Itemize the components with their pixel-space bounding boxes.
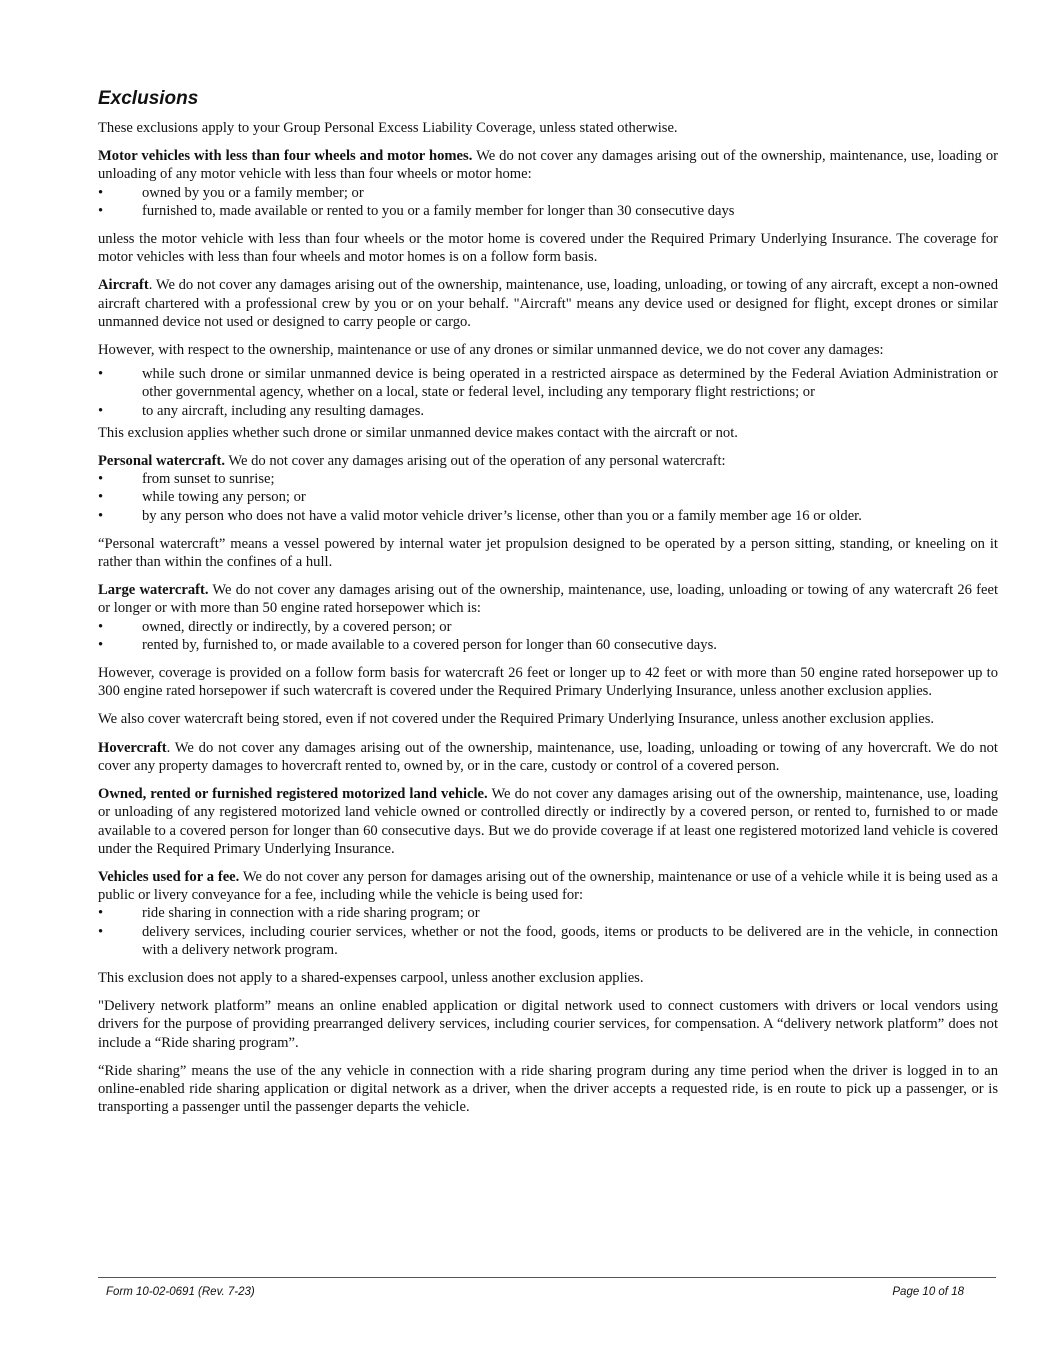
hovercraft-text: . We do not cover any damages arising out of the ownership, maintenance, use, loading, unloading or towing of any hovercraft. We do not cover any property damages to hovercraft rented to, owned by, or in the care, custody or control of a covered person.	[98, 739, 998, 774]
motor-vehicles-heading: Motor vehicles with less than four wheels and motor homes.	[98, 148, 473, 165]
bullet-icon: •	[98, 471, 104, 488]
list-item: • from sunset to sunrise;	[98, 471, 275, 488]
vehicles-fee-after: This exclusion does not apply to a shared-expenses carpool, unless another exclusion applies.	[98, 969, 644, 986]
list-item: • rented by, furnished to, or made available to a covered person for longer than 60 consecutive days.	[98, 636, 717, 653]
bullet-icon: •	[98, 507, 104, 524]
vehicles-fee-text: We do not cover any person for damages arising out of the ownership, maintenance or use of a vehicle while it is being used as a public or livery conveyance for a fee, including while the vehicle is being used for:	[98, 868, 998, 904]
large-watercraft-list	[98, 618, 998, 654]
aircraft-list	[98, 365, 998, 420]
bullet-icon: •	[98, 202, 104, 219]
personal-watercraft-definition: “Personal watercraft” means a vessel powered by internal water jet propulsion designed to be operated by a person sitting, standing, or kneeling on it rather than within the confines of a hull.	[98, 535, 998, 571]
bullet-icon: •	[98, 402, 104, 419]
motor-vehicles-list	[98, 184, 998, 220]
motor-vehicles-text: We do not cover any damages arising out of the ownership, maintenance, use, loading or unloading of any motor vehicle with less than four wheels or motor home:	[98, 148, 998, 183]
bullet-icon: •	[98, 489, 104, 506]
bullet-icon: •	[98, 618, 104, 635]
list-item: • delivery services, including courier services, whether or not the food, goods, items or products to be delivered are in the vehicle, in connection with a delivery network program.	[98, 923, 998, 958]
large-watercraft-after-1: However, coverage is provided on a follow form basis for watercraft 26 feet or longer up to 42 feet or with more than 50 engine rated horsepower up to 300 engine rated horsepower if such watercraft is covered under the Required Primary Underlying Insurance, unless another exclusion applies.	[98, 665, 998, 700]
list-item: • ride sharing in connection with a ride sharing program; or	[98, 905, 480, 922]
vehicles-fee-paragraph	[98, 868, 998, 904]
bullet-icon: •	[98, 366, 104, 383]
form-id: Form 10-02-0691 (Rev. 7-23)	[106, 1286, 255, 1298]
hovercraft-heading: Hovercraft	[98, 739, 167, 756]
section-title: Exclusions	[98, 88, 199, 109]
personal-watercraft-list	[98, 470, 998, 525]
large-watercraft-paragraph	[98, 581, 998, 617]
motor-vehicles-after: unless the motor vehicle with less than four wheels or the motor home is covered under the Required Primary Underlying Insurance. The coverage for motor vehicles with less than four wheels and motor homes is on a follow form basis.	[98, 231, 998, 266]
large-watercraft-after-2: We also cover watercraft being stored, even if not covered under the Required Primary Underlying Insurance, unless another exclusion applies.	[98, 711, 935, 728]
aircraft-text: . We do not cover any damages arising out of the ownership, maintenance, use, loading, unloading, or towing of any aircraft, except a non-owned aircraft chartered with a professional crew by you or on your behalf. "Aircraft" means any device used or designed for flight, except drones or similar unmanned device not used or designed to carry people or cargo.	[98, 277, 998, 330]
list-item: • while towing any person; or	[98, 489, 306, 506]
list-item: • furnished to, made available or rented to you or a family member for longer than 30 consecutive days	[98, 202, 735, 219]
delivery-network-definition: "Delivery network platform” means an online enabled application or digital network used to connect customers with drivers or local vendors using drivers for the purpose of providing prearranged delivery services, including courier services, for compensation. A “delivery network platform” does not include a “Ride sharing program”.	[98, 998, 998, 1051]
land-vehicle-heading: Owned, rented or furnished registered motorized land vehicle.	[98, 786, 488, 803]
motor-vehicles-paragraph	[98, 147, 998, 183]
bullet-icon: •	[98, 636, 104, 653]
bullet-icon: •	[98, 184, 104, 201]
bullet-icon: •	[98, 905, 104, 922]
vehicles-fee-list	[98, 904, 998, 959]
vehicles-fee-heading: Vehicles used for a fee.	[98, 868, 240, 885]
page-number: Page 10 of 18	[892, 1286, 964, 1298]
list-item: • while such drone or similar unmanned device is being operated in a restricted airspace as determined by the Federal Aviation Administration or other governmental agency, whether on a local, state or federal level, including any temporary flight restrictions; or	[98, 366, 998, 401]
aircraft-heading: Aircraft	[98, 277, 149, 294]
aircraft-after: This exclusion applies whether such drone or similar unmanned device makes contact with the aircraft or not.	[98, 424, 738, 441]
drones-intro: However, with respect to the ownership, maintenance or use of any drones or similar unmanned device, we do not cover any damages:	[98, 342, 884, 359]
ride-sharing-definition: “Ride sharing” means the use of the any vehicle in connection with a ride sharing program during any time period when the driver is logged in to an online-enabled ride sharing application or digital network as a driver, when the driver accepts a requested ride, is en route to pick up a passenger, or is transporting a passenger until the passenger departs the vehicle.	[98, 1062, 998, 1116]
personal-watercraft-text: We do not cover any damages arising out of the operation of any personal watercraft:	[224, 453, 726, 470]
large-watercraft-text: We do not cover any damages arising out of the ownership, maintenance, use, loading, unloading or towing of any watercraft 26 feet or longer or with more than 50 engine rated horsepower which is:	[98, 582, 998, 617]
large-watercraft-heading: Large watercraft.	[98, 582, 209, 599]
page-footer	[98, 1277, 996, 1298]
list-item: • to any aircraft, including any resulting damages.	[98, 402, 425, 419]
land-vehicle-text: We do not cover any damages arising out of the ownership, maintenance, use, loading or unloading of any registered motorized land vehicle owned or controlled directly or indirectly by a covered person, or rented to, furnished to or made available to a covered person for longer than 60 consecutive days. But we do provide coverage if at least one registered motorized land vehicle is covered under the Required Primary Underlying Insurance.	[98, 786, 998, 857]
aircraft-paragraph	[98, 276, 998, 331]
intro-paragraph: These exclusions apply to your Group Personal Excess Liability Coverage, unless stated otherwise.	[98, 120, 678, 136]
document-content	[98, 88, 998, 1126]
hovercraft-paragraph	[98, 739, 998, 775]
list-item: • owned by you or a family member; or	[98, 184, 364, 201]
bullet-icon: •	[98, 923, 104, 940]
personal-watercraft-heading: Personal watercraft.	[98, 453, 225, 470]
land-vehicle-paragraph	[98, 785, 998, 858]
list-item: • owned, directly or indirectly, by a covered person; or	[98, 618, 452, 635]
personal-watercraft-paragraph	[98, 452, 998, 470]
list-item: • by any person who does not have a valid motor vehicle driver’s license, other than you or a family member age 16 or older.	[98, 507, 862, 524]
